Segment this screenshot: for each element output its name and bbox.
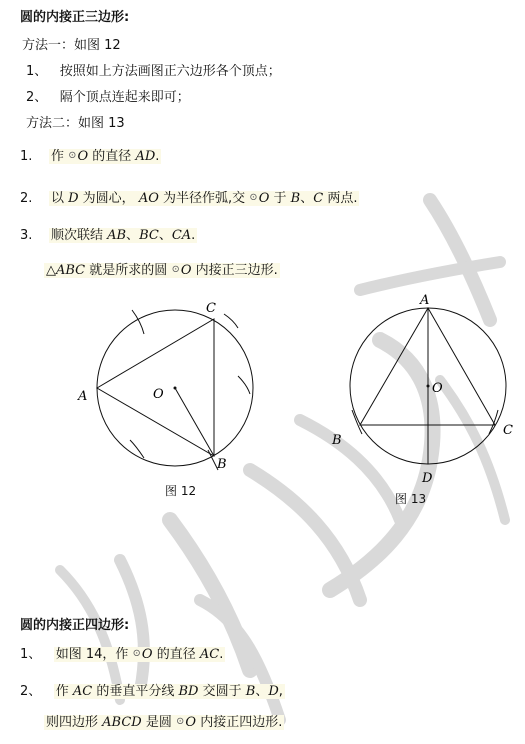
circle-o-symbol: ⊙O [132, 647, 153, 662]
fig12-label-c: C [206, 301, 216, 316]
method2-conclusion: △ABC 就是所求的圆 ⊙O 内接正三边形. [46, 263, 278, 278]
fig12-arc-4 [130, 440, 144, 458]
fig13-center-dot [427, 385, 430, 388]
method2-label: 方法二：如图 13 [26, 116, 125, 131]
circle-o-symbol: ⊙O [171, 263, 192, 278]
fig13-label-a: A [420, 293, 430, 308]
figure-12 [60, 290, 270, 480]
fig12-label-o: O [153, 387, 164, 402]
square-step1: 1、 如图 14，作 ⊙O 的直径 AC. [20, 647, 224, 662]
circle-o-symbol: ⊙O [68, 149, 89, 164]
section-title-square: 圆的内接正四边形: [20, 618, 130, 633]
square-conclusion: 则四边形 ABCD 是圆 ⊙O 内接正四边形. [46, 715, 283, 730]
section-title-triangle: 圆的内接正三边形: [20, 10, 130, 25]
fig12-radius [175, 388, 214, 456]
circle-o-symbol: ⊙O [249, 191, 270, 206]
method1-label: 方法一：如图 12 [22, 38, 121, 53]
figure-13-caption: 图 13 [395, 492, 427, 506]
method2-step1: 1. 作 ⊙O 的直径 AD. [20, 149, 160, 164]
circle-o-symbol: ⊙O [176, 715, 197, 730]
fig13-arc-1 [352, 410, 362, 434]
figure-13 [322, 292, 522, 488]
fig12-arc-3 [238, 376, 250, 394]
method2-step2: 2. 以 D 为圆心， AO 为半径作弧,交 ⊙O 于 B、C 两点. [20, 191, 358, 206]
fig12-center-dot [174, 387, 177, 390]
fig12-arc-2 [224, 314, 238, 328]
fig13-label-d: D [422, 471, 433, 486]
square-step2: 2、 作 AC 的垂直平分线 BD 交圆于 B、D, [20, 684, 283, 699]
figure-12-caption: 图 12 [165, 484, 197, 498]
fig12-label-a: A [78, 389, 88, 404]
fig12-label-b: B [217, 457, 227, 472]
fig13-label-o: O [432, 381, 443, 396]
method1-step1: 1、 按照如上方法画图正六边形各个顶点； [26, 64, 281, 79]
fig13-label-b: B [332, 433, 342, 448]
fig13-label-c: C [503, 423, 513, 438]
method2-step3: 3. 顺次联结 AB、BC、CA. [20, 228, 196, 243]
method1-step2: 2、 隔个顶点连起来即可； [26, 90, 190, 105]
